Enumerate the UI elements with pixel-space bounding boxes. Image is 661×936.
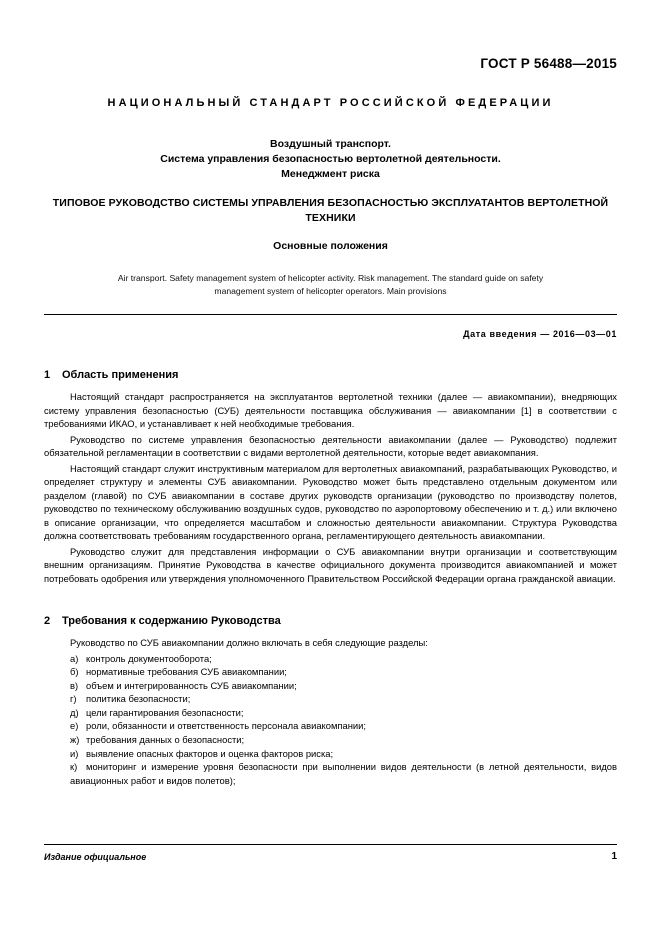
footer-divider: [44, 844, 617, 845]
list-item: [44, 760, 617, 787]
section-1-paragraph-3: Настоящий стандарт служит инструктивным материалом для вертолетных авиакомпаний, разрабатывающих Руководство, и определяет структуру и элементы СУБ авиакомпании. Руководство может быть представлено отдельным документом или разделом (главой) по СУБ авиакомпании в составе других руководств организации (руководство по производству полетов, руководство по техническому обслуживанию воздушных судов, руководство по аэропортовому обеспечению и т. д.) или включено в описание организации, что определяется масштабом и сложностью деятельности авиакомпании. Структура Руководства должна соответствовать требованиям государственного органа, регламентирующего деятельность авиакомпании.: [44, 462, 617, 541]
section-1-number: 1: [44, 369, 51, 381]
title-line-1: Воздушный транспорт.: [270, 138, 391, 150]
list-item-letter: и): [70, 747, 79, 759]
list-item: [44, 706, 617, 720]
standard-code: ГОСТ Р 56488—2015: [480, 56, 617, 71]
section-1: [44, 369, 617, 585]
list-item-text: контроль документооборота;: [86, 652, 212, 664]
section-2-heading: [44, 615, 617, 627]
section-1-paragraph-2: Руководство по системе управления безопасностью деятельности авиакомпании (далее — Руководство) подлежит обязательной регламентации в соответствии с видами вертолетной деятельности, которые ведет авиакомпания.: [44, 433, 617, 458]
list-item-text: требования данных о безопасности;: [86, 734, 245, 746]
list-item-text: роли, обязанности и ответственность персонала авиакомпании;: [86, 720, 366, 732]
list-item-letter: е): [70, 720, 79, 732]
list-item: [44, 665, 617, 679]
section-1-paragraph-4: Руководство служит для представления информации о СУБ авиакомпании внутри организации и соответствующим внешним организациям. Принятие Руководства в качестве официального документа производится авиакомпанией и может потребовать одобрения или утверждения уполномоченного Правительством Российской Федерации органа гражданской авиации.: [44, 545, 617, 584]
list-item-letter: г): [70, 693, 77, 705]
list-item-letter: в): [70, 679, 79, 691]
list-item-letter: к): [70, 761, 78, 773]
section-2-list: [44, 652, 617, 788]
section-2-lead: Руководство по СУБ авиакомпании должно включать в себя следующие разделы:: [70, 637, 428, 648]
list-item-text: нормативные требования СУБ авиакомпании;: [86, 666, 287, 678]
list-item: [44, 719, 617, 733]
list-item-text: объем и интегрированность СУБ авиакомпании;: [86, 679, 297, 691]
page-number: 1: [611, 851, 617, 862]
list-item-letter: д): [70, 706, 79, 718]
page-subtitle: Основные положения: [273, 240, 388, 252]
title-line-3: Менеджмент риска: [281, 168, 380, 180]
list-item: [44, 679, 617, 693]
section-1-heading: [44, 369, 617, 381]
list-item-letter: ж): [70, 734, 80, 746]
header-divider: [44, 314, 617, 315]
list-item-letter: б): [70, 666, 79, 678]
title-block: [44, 137, 617, 182]
list-item: [44, 747, 617, 761]
section-2-title: Требования к содержанию Руководства: [62, 615, 281, 627]
introduction-date: Дата введения — 2016—03—01: [463, 329, 617, 339]
footer-note: Издание официальное: [44, 852, 147, 862]
list-item-text: выявление опасных факторов и оценка факторов риска;: [86, 747, 334, 759]
title-line-2: Система управления безопасностью вертолетной деятельности.: [160, 153, 501, 165]
list-item: [44, 692, 617, 706]
section-1-title: Область применения: [62, 369, 179, 381]
section-2-number: 2: [44, 615, 51, 627]
section-2: [44, 615, 617, 787]
page-footer: [44, 844, 617, 862]
list-item-text: цели гарантирования безопасности;: [86, 706, 244, 718]
page-title: ТИПОВОЕ РУКОВОДСТВО СИСТЕМЫ УПРАВЛЕНИЯ БЕЗОПАСНОСТЬЮ ЭКСПЛУАТАНТОВ ВЕРТОЛЕТНОЙ ТЕХНИКИ: [52, 197, 609, 224]
list-item-text: политика безопасности;: [86, 693, 191, 705]
english-abstract: Air transport. Safety management system of helicopter activity. Risk management. The standard guide on safety management system of helicopter operators. Main provisions: [117, 273, 544, 296]
national-standard-heading: НАЦИОНАЛЬНЫЙ СТАНДАРТ РОССИЙСКОЙ ФЕДЕРАЦИИ: [107, 97, 554, 109]
section-1-paragraph-1: Настоящий стандарт распространяется на эксплуатантов вертолетной техники (далее — авиакомпании), внедряющих систему управления безопасностью (СУБ) деятельности поставщика обслуживания — авиакомпании [1] в соответствии с требованиями ИКАО, и устанавливает к ней необходимые требования.: [44, 391, 617, 429]
list-item-text: мониторинг и измерение уровня безопасности при выполнении видов деятельности (в летной деятельности, видов авиационных работ и видов полетов);: [70, 761, 617, 786]
list-item: [44, 652, 617, 666]
list-item: [44, 733, 617, 747]
list-item-letter: а): [70, 652, 79, 664]
